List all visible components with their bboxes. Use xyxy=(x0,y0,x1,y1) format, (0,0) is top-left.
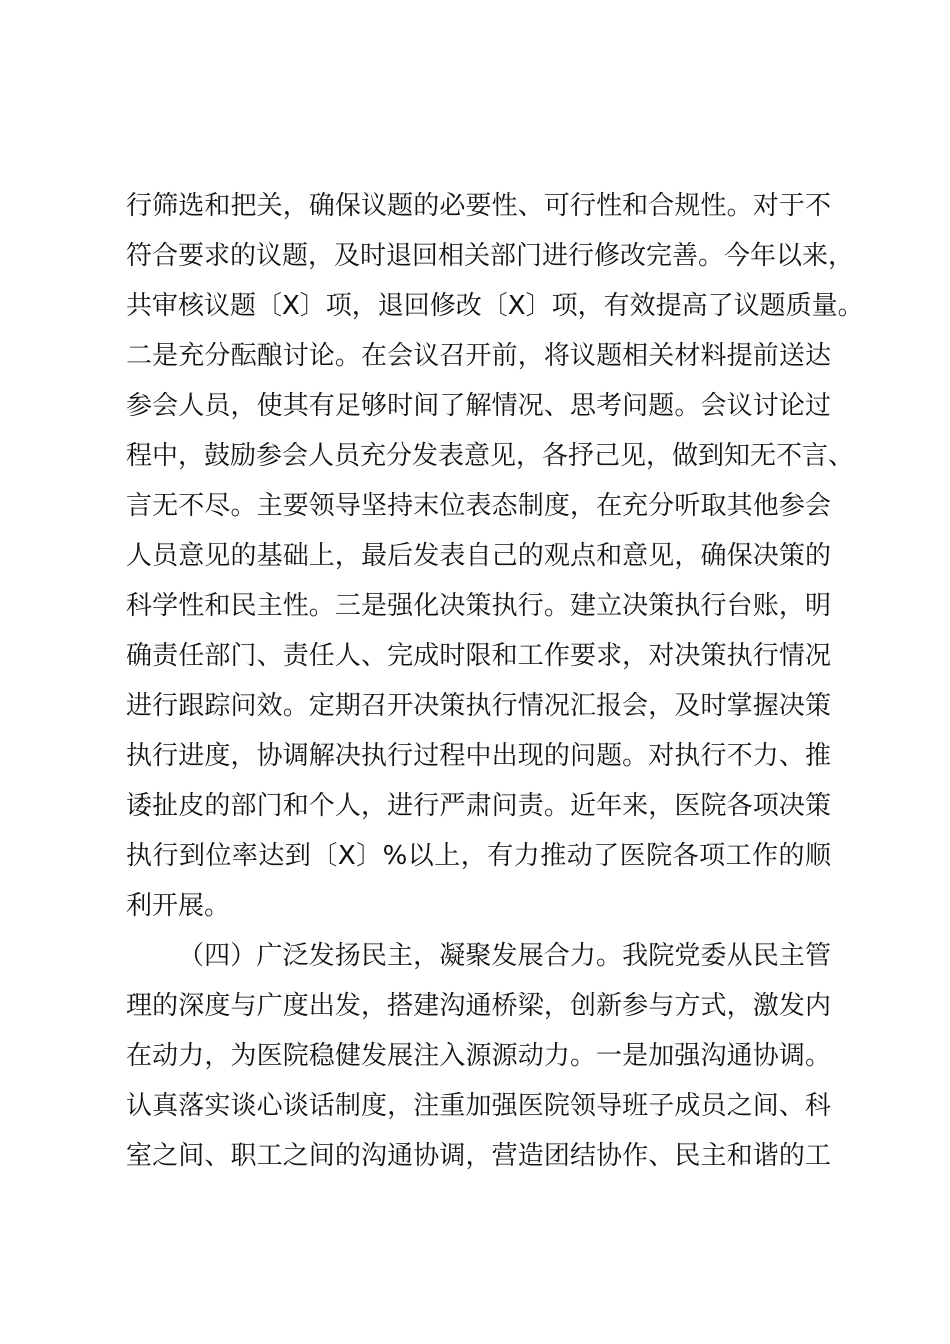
text-line-7: 言无不尽。主要领导坚持末位表态制度，在充分听取其他参会 xyxy=(126,491,831,521)
text-line-1: 行筛选和把关，确保议题的必要性、可行性和合规性。对于不 xyxy=(126,191,831,221)
text-line-9: 科学性和民主性。三是强化决策执行。建立决策执行台账，明 xyxy=(126,591,831,621)
text-line-19: 认真落实谈心谈话制度，注重加强医院领导班子成员之间、科 xyxy=(126,1091,831,1121)
text-line-5: 参会人员，使其有足够时间了解情况、思考问题。会议讨论过 xyxy=(126,391,831,421)
text-line-8: 人员意见的基础上，最后发表自己的观点和意见，确保决策的 xyxy=(126,541,831,571)
text-line-11: 进行跟踪问效。定期召开决策执行情况汇报会，及时掌握决策 xyxy=(126,691,831,721)
text-line-4: 二是充分酝酿讨论。在会议召开前，将议题相关材料提前送达 xyxy=(126,341,831,371)
text-line-15: 利开展。 xyxy=(126,891,231,921)
text-line-18: 在动力，为医院稳健发展注入源源动力。一是加强沟通协调。 xyxy=(126,1041,831,1071)
text-line-3: 共审核议题〔X〕项，退回修改〔X〕项，有效提高了议题质量。 xyxy=(126,291,864,321)
text-line-6: 程中，鼓励参会人员充分发表意见，各抒己见，做到知无不言、 xyxy=(126,441,855,471)
text-line-14: 执行到位率达到〔X〕%以上，有力推动了医院各项工作的顺 xyxy=(126,841,831,871)
text-line-17: 理的深度与广度出发，搭建沟通桥梁，创新参与方式，激发内 xyxy=(126,991,831,1021)
text-line-16: （四）广泛发扬民主，凝聚发展合力。我院党委从民主管 xyxy=(178,941,831,971)
text-line-13: 诿扯皮的部门和个人，进行严肃问责。近年来，医院各项决策 xyxy=(126,791,831,821)
text-line-20: 室之间、职工之间的沟通协调，营造团结协作、民主和谐的工 xyxy=(126,1141,831,1171)
text-line-2: 符合要求的议题，及时退回相关部门进行修改完善。今年以来， xyxy=(126,241,855,271)
text-line-10: 确责任部门、责任人、完成时限和工作要求，对决策执行情况 xyxy=(126,641,831,671)
text-line-12: 执行进度，协调解决执行过程中出现的问题。对执行不力、推 xyxy=(126,741,831,771)
